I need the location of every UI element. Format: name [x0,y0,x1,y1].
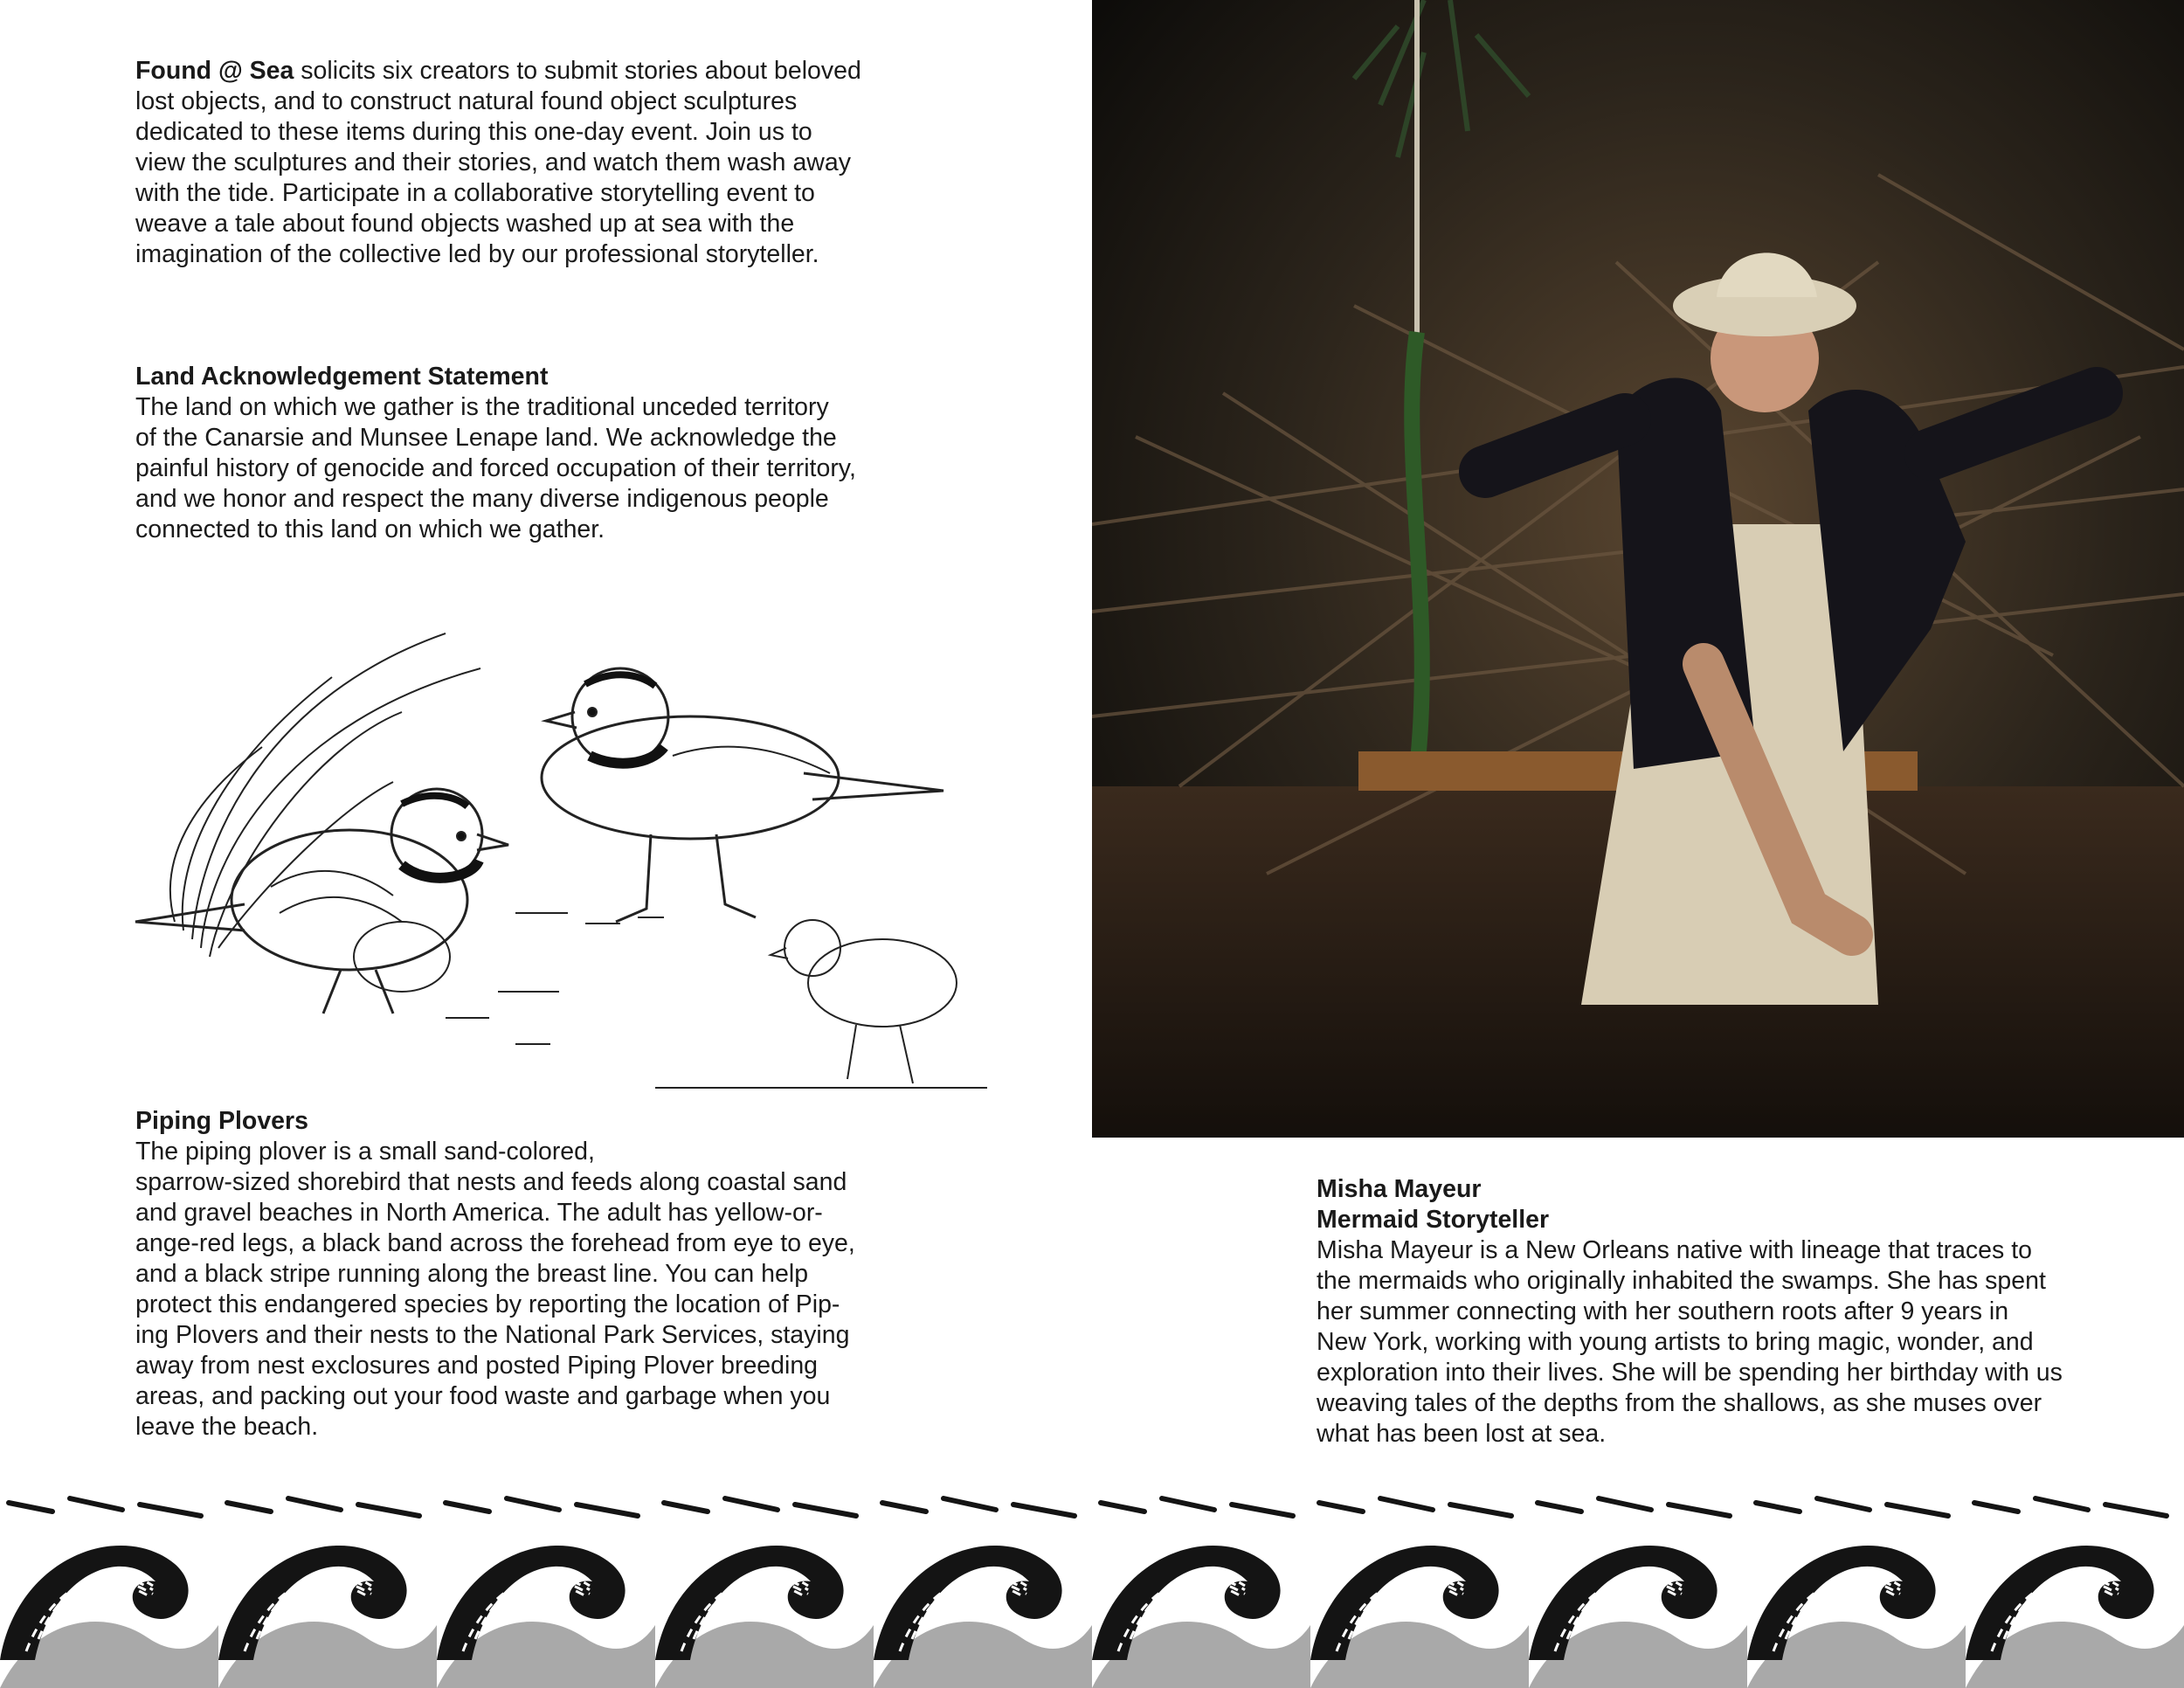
storyteller-photo [1092,0,2184,1138]
intro-paragraph [135,56,887,270]
land-line: The land on which we gather is the traditional unceded territory [135,393,829,421]
bio-line: the mermaids who originally inhabited the swamps. She has spent [1317,1267,2046,1295]
bio-line: what has been lost at sea. [1317,1420,1607,1448]
bio-line: weaving tales of the depths from the shallows, as she muses over [1317,1389,2042,1417]
land-acknowledgement [135,362,887,545]
intro-line: solicits six creators to submit stories about beloved [294,57,861,85]
intro-line: with the tide. Participate in a collaborative storytelling event to [135,179,815,207]
intro-line: lost objects, and to construct natural found object sculptures [135,87,798,115]
wave-border [0,1485,2184,1688]
intro-line: dedicated to these items during this one-day event. Join us to [135,118,812,146]
plovers-line: and a black stripe running along the breast line. You can help [135,1260,809,1288]
event-name: Found @ Sea [135,57,294,85]
plovers-line: away from nest exclosures and posted Piping Plover breeding [135,1352,819,1380]
intro-line: imagination of the collective led by our professional storyteller. [135,240,819,268]
land-line: and we honor and respect the many diverse indigenous people [135,485,829,513]
plovers-line: leave the beach. [135,1413,319,1441]
bio-line: New York, working with young artists to bring magic, wonder, and [1317,1328,2034,1356]
plovers-line: The piping plover is a small sand-colored, [135,1138,595,1166]
land-line: connected to this land on which we gather. [135,515,605,543]
plovers-heading: Piping Plovers [135,1107,308,1135]
intro-line: weave a tale about found objects washed up at sea with the [135,210,795,238]
bio-line: her summer connecting with her southern roots after 9 years in [1317,1297,2009,1325]
land-line: painful history of genocide and forced occupation of their territory, [135,454,856,482]
piping-plovers-paragraph [135,1106,887,1442]
bio-line: Misha Mayeur is a New Orleans native with lineage that traces to [1317,1236,2032,1264]
bio-line: exploration into their lives. She will be spending her birthday with us [1317,1359,2063,1387]
plovers-line: sparrow-sized shorebird that nests and feeds along coastal sand [135,1168,847,1196]
plovers-line: ange-red legs, a black band across the forehead from eye to eye, [135,1229,855,1257]
storyteller-role: Mermaid Storyteller [1317,1206,1550,1234]
plovers-line: protect this endangered species by reporting the location of Pip- [135,1290,840,1318]
intro-line: view the sculptures and their stories, and watch them wash away [135,149,851,176]
land-heading: Land Acknowledgement Statement [135,363,549,391]
land-line: of the Canarsie and Munsee Lenape land. We acknowledge the [135,424,837,452]
plovers-line: areas, and packing out your food waste and garbage when you [135,1382,831,1410]
storyteller-name: Misha Mayeur [1317,1175,1482,1203]
plover-illustration [114,572,1009,1105]
plovers-line: ing Plovers and their nests to the National Park Services, staying [135,1321,850,1349]
plovers-line: and gravel beaches in North America. The adult has yellow-or- [135,1199,823,1227]
storyteller-bio [1317,1174,2103,1449]
